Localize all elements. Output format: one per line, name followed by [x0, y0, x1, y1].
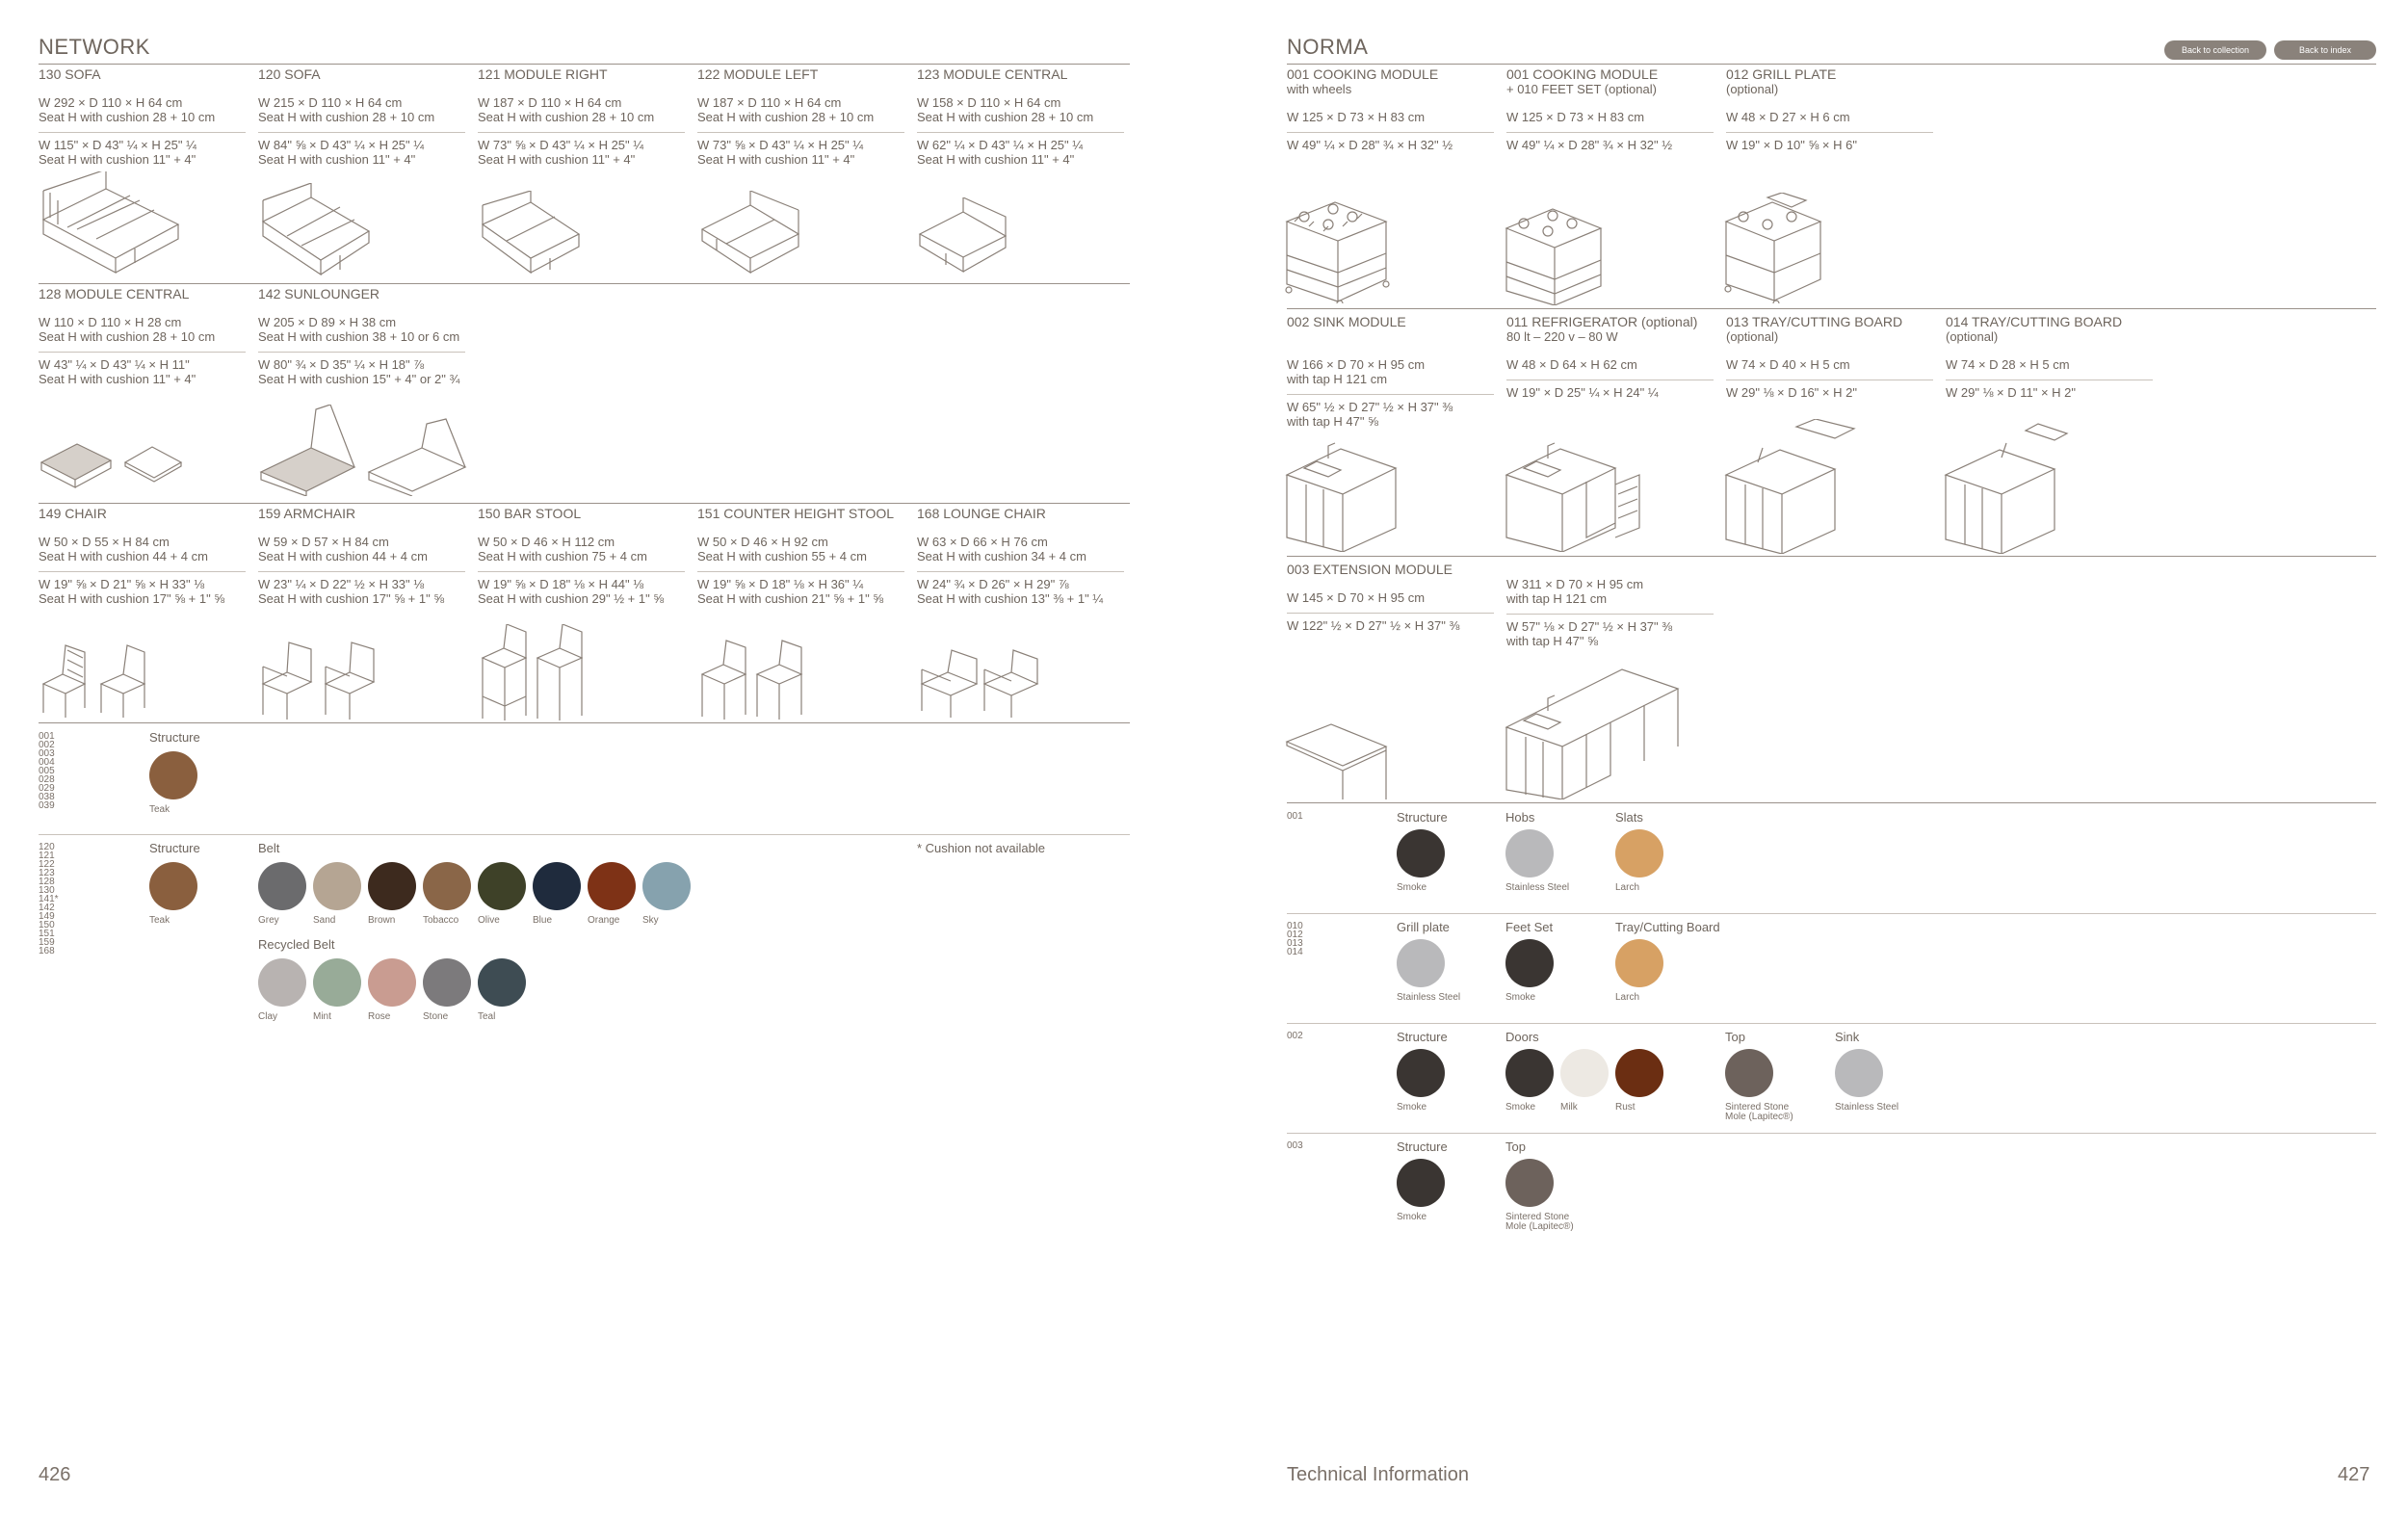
- swatch-circle: [1505, 1159, 1554, 1207]
- color-swatch[interactable]: [642, 862, 700, 926]
- metric-dimensions: W 125 × D 73 × H 83 cm: [1506, 110, 1645, 124]
- row-divider: [39, 722, 1130, 723]
- finish-code: 002: [1287, 1031, 1303, 1041]
- color-swatch[interactable]: [1397, 1049, 1464, 1113]
- color-swatch[interactable]: [149, 862, 207, 926]
- imperial-dimensions: W 65" ½ × D 27" ½ × H 37" ⅜: [1287, 400, 1453, 414]
- swatch-circle: [423, 862, 471, 910]
- swatch-label: Sintered Stone Mole (Lapitec®): [1725, 1102, 1793, 1122]
- swatch-label: Sintered Stone Mole (Lapitec®): [1505, 1212, 1574, 1232]
- product-spec-cell: [1726, 67, 1938, 152]
- product-name: 130 SOFA: [39, 66, 101, 82]
- color-swatch[interactable]: [313, 862, 371, 926]
- imperial-seat-height: Seat H with cushion 21" ⅝ + 1" ⅝: [697, 591, 884, 606]
- imperial-dimensions: W 73" ⅝ × D 43" ¼ × H 25" ¼: [478, 138, 644, 152]
- tray-014-illustration: [1944, 419, 2079, 554]
- swatch-circle: [1397, 1049, 1445, 1097]
- cooking-module-feet-illustration: [1505, 204, 1606, 305]
- product-name: 128 MODULE CENTRAL: [39, 286, 190, 301]
- finish-group-label: Doors: [1505, 1030, 1539, 1044]
- color-swatch[interactable]: [1615, 829, 1683, 893]
- row-divider: [39, 283, 1130, 284]
- product-name: 159 ARMCHAIR: [258, 506, 356, 521]
- metric-seat-height: Seat H with cushion 28 + 10 cm: [39, 329, 216, 344]
- color-swatch[interactable]: [1615, 1049, 1683, 1113]
- imperial-tap-height: with tap H 47" ⅝: [1506, 634, 1598, 648]
- imperial-dimensions: W 19" × D 25" ¼ × H 24" ¼: [1506, 385, 1659, 400]
- swatch-label: Milk: [1560, 1102, 1578, 1113]
- product-name: 149 CHAIR: [39, 506, 107, 521]
- product-name: 014 TRAY/CUTTING BOARD: [1946, 314, 2123, 329]
- color-swatch[interactable]: [1725, 1049, 1812, 1122]
- swatch-label: Sky: [642, 915, 659, 926]
- product-spec-cell: [39, 287, 250, 386]
- metric-seat-height: Seat H with cushion 28 + 10 cm: [697, 110, 875, 124]
- product-spec-cell: [1726, 315, 1938, 400]
- metric-dimensions: W 59 × D 57 × H 84 cm: [258, 535, 389, 549]
- metric-seat-height: Seat H with cushion 34 + 4 cm: [917, 549, 1086, 563]
- product-spec-cell: [478, 67, 690, 167]
- product-name: 003 EXTENSION MODULE: [1287, 562, 1453, 577]
- sofa-130-illustration: [39, 171, 183, 277]
- swatch-label: Larch: [1615, 882, 1640, 893]
- section-title-network: NETWORK: [39, 35, 150, 59]
- imperial-seat-height: Seat H with cushion 11" + 4": [39, 152, 196, 167]
- title-rule-right: [1287, 64, 2376, 65]
- imperial-dimensions: W 115" × D 43" ¼ × H 25" ¼: [39, 138, 196, 152]
- cushion-note: * Cushion not available: [917, 841, 1045, 855]
- cell-divider: [258, 352, 465, 353]
- product-name: 122 MODULE LEFT: [697, 66, 819, 82]
- metric-seat-height: Seat H with cushion 55 + 4 cm: [697, 549, 867, 563]
- swatch-label: Grey: [258, 915, 279, 926]
- finish-group-label: Top: [1505, 1139, 1526, 1154]
- color-swatch[interactable]: [1397, 1159, 1464, 1222]
- counter-stool-illustration: [697, 638, 808, 720]
- product-spec-cell: [1506, 67, 1718, 152]
- color-swatch[interactable]: [533, 862, 590, 926]
- color-swatch[interactable]: [313, 958, 371, 1022]
- imperial-dimensions: W 49" ¼ × D 28" ¾ × H 32" ½: [1506, 138, 1673, 152]
- cooking-module-wheels-illustration: [1285, 197, 1391, 303]
- swatch-circle: [1397, 829, 1445, 877]
- swatch-label: Teak: [149, 804, 170, 815]
- swatch-circle: [149, 862, 197, 910]
- swatch-label: Stainless Steel: [1835, 1102, 1899, 1113]
- product-spec-cell: [917, 67, 1129, 167]
- finish-group-label: Slats: [1615, 810, 1643, 825]
- finish-group-label: Structure: [1397, 810, 1448, 825]
- metric-dimensions: W 50 × D 46 × H 92 cm: [697, 535, 828, 549]
- page-number-left: 426: [39, 1464, 71, 1485]
- color-swatch[interactable]: [368, 862, 426, 926]
- swatch-circle: [1615, 829, 1663, 877]
- module-right-illustration: [478, 191, 584, 279]
- metric-tap-height: with tap H 121 cm: [1287, 372, 1388, 386]
- cell-divider: [478, 132, 685, 133]
- swatch-label: Teal: [478, 1011, 496, 1022]
- finish-group-label: Top: [1725, 1030, 1745, 1044]
- swatch-circle: [1505, 829, 1554, 877]
- cell-divider: [39, 352, 246, 353]
- title-rule: [39, 64, 1130, 65]
- imperial-tap-height: with tap H 47" ⅝: [1287, 414, 1378, 429]
- imperial-dimensions: W 57" ⅛ × D 27" ½ × H 37" ⅜: [1506, 619, 1673, 634]
- swatch-circle: [258, 958, 306, 1007]
- swatch-label: Stone: [423, 1011, 449, 1022]
- swatch-label: Smoke: [1505, 992, 1536, 1003]
- metric-seat-height: Seat H with cushion 44 + 4 cm: [258, 549, 428, 563]
- product-spec-cell: [258, 287, 470, 386]
- product-subtitle: (optional): [1726, 329, 1779, 344]
- lounge-chair-illustration: [917, 645, 1042, 718]
- swatch-label: Orange: [588, 915, 620, 926]
- swatch-label: Smoke: [1397, 1212, 1427, 1222]
- color-swatch[interactable]: [1505, 939, 1573, 1003]
- metric-dimensions: W 215 × D 110 × H 64 cm: [258, 95, 403, 110]
- metric-dimensions: W 48 × D 64 × H 62 cm: [1506, 357, 1637, 372]
- grill-plate-illustration: [1724, 193, 1825, 303]
- color-swatch[interactable]: [1397, 829, 1464, 893]
- metric-seat-height: Seat H with cushion 28 + 10 cm: [258, 110, 435, 124]
- product-spec-cell: [39, 507, 250, 606]
- metric-dimensions: W 187 × D 110 × H 64 cm: [478, 95, 622, 110]
- product-name: 013 TRAY/CUTTING BOARD: [1726, 314, 1903, 329]
- belt-label: Belt: [258, 841, 280, 855]
- color-swatch[interactable]: [258, 862, 316, 926]
- imperial-seat-height: Seat H with cushion 17" ⅝ + 1" ⅝: [39, 591, 225, 606]
- color-swatch[interactable]: [1505, 1159, 1592, 1232]
- sunlounger-illustration: [258, 405, 470, 496]
- imperial-dimensions: W 49" ¼ × D 28" ¾ × H 32" ½: [1287, 138, 1453, 152]
- product-spec-cell: [697, 507, 909, 606]
- page-number-right: 427: [2338, 1464, 2370, 1485]
- product-spec-cell: [258, 67, 470, 167]
- finish-group-label: Structure: [1397, 1030, 1448, 1044]
- cell-divider: [1287, 132, 1494, 133]
- imperial-dimensions: W 19" ⅝ × D 18" ⅛ × H 44" ⅛: [478, 577, 644, 591]
- cell-divider: [1506, 614, 1714, 615]
- swatch-circle: [1615, 1049, 1663, 1097]
- swatch-label: Teak: [149, 915, 170, 926]
- metric-dimensions: W 311 × D 70 × H 95 cm: [1506, 577, 1644, 591]
- metric-dimensions: W 145 × D 70 × H 95 cm: [1287, 590, 1426, 605]
- product-spec-cell: [1287, 67, 1499, 152]
- product-name: 120 SOFA: [258, 66, 321, 82]
- imperial-dimensions: W 84" ⅝ × D 43" ¼ × H 25" ¼: [258, 138, 425, 152]
- imperial-dimensions: W 19" × D 10" ⅝ × H 6": [1726, 138, 1857, 152]
- product-subtitle: 80 lt – 220 v – 80 W: [1506, 329, 1618, 344]
- armchair-159-illustration: [258, 638, 379, 720]
- swatch-circle: [1505, 939, 1554, 987]
- module-central-123-illustration: [917, 197, 1008, 279]
- chair-149-illustration: [39, 641, 154, 718]
- swatch-label: Smoke: [1505, 1102, 1536, 1113]
- metric-dimensions: W 125 × D 73 × H 83 cm: [1287, 110, 1426, 124]
- imperial-dimensions: W 29" ⅛ × D 16" × H 2": [1726, 385, 1857, 400]
- finish-group-label: Grill plate: [1397, 920, 1450, 934]
- cell-divider: [39, 132, 246, 133]
- row-divider-right: [1287, 556, 2376, 557]
- cell-divider: [697, 132, 904, 133]
- back-to-index-button[interactable]: Back to index: [2274, 40, 2376, 60]
- metric-seat-height: Seat H with cushion 28 + 10 cm: [917, 110, 1094, 124]
- finish-group-label: Structure: [1397, 1139, 1448, 1154]
- color-swatch[interactable]: [149, 751, 207, 815]
- cell-divider: [39, 571, 246, 572]
- cell-divider: [1506, 132, 1714, 133]
- finish-divider: [1287, 913, 2376, 914]
- color-swatch[interactable]: [478, 862, 536, 926]
- back-to-collection-button[interactable]: Back to collection: [2164, 40, 2266, 60]
- swatch-circle: [1615, 939, 1663, 987]
- extension-module-illustration: [1285, 722, 1391, 799]
- structure-label-2: Structure: [149, 841, 200, 855]
- sink-with-extension-illustration: [1505, 645, 1683, 799]
- imperial-seat-height: Seat H with cushion 13" ⅜ + 1" ¼: [917, 591, 1104, 606]
- metric-dimensions: W 158 × D 110 × H 64 cm: [917, 95, 1061, 110]
- imperial-seat-height: Seat H with cushion 17" ⅝ + 1" ⅝: [258, 591, 445, 606]
- product-spec-cell: [1506, 563, 1718, 648]
- swatch-label: Stainless Steel: [1505, 882, 1570, 893]
- product-spec-cell: [1946, 315, 2158, 400]
- cell-divider: [697, 571, 904, 572]
- row-divider-right: [1287, 308, 2376, 309]
- swatch-circle: [1397, 1159, 1445, 1207]
- imperial-dimensions: W 19" ⅝ × D 21" ⅝ × H 33" ⅛: [39, 577, 205, 591]
- finish-group-label: Hobs: [1505, 810, 1535, 825]
- swatch-label: Clay: [258, 1011, 278, 1022]
- product-spec-cell: [478, 507, 690, 606]
- bar-stool-illustration: [478, 624, 589, 720]
- cell-divider: [258, 132, 465, 133]
- swatch-circle: [423, 958, 471, 1007]
- imperial-seat-height: Seat H with cushion 15" + 4" or 2" ¾: [258, 372, 460, 386]
- finish-group-label: Sink: [1835, 1030, 1860, 1044]
- finish-group-label: Feet Set: [1505, 920, 1554, 934]
- swatch-circle: [1397, 939, 1445, 987]
- finish-code: 003: [1287, 1140, 1303, 1151]
- product-subtitle: (optional): [1726, 82, 1779, 96]
- swatch-label: Sand: [313, 915, 336, 926]
- metric-dimensions: W 187 × D 110 × H 64 cm: [697, 95, 842, 110]
- product-name: 121 MODULE RIGHT: [478, 66, 608, 82]
- imperial-seat-height: Seat H with cushion 29" ½ + 1" ⅝: [478, 591, 665, 606]
- product-name: 123 MODULE CENTRAL: [917, 66, 1068, 82]
- swatch-circle: [1560, 1049, 1609, 1097]
- structure-label: Structure: [149, 730, 200, 745]
- metric-dimensions: W 63 × D 66 × H 76 cm: [917, 535, 1048, 549]
- color-swatch[interactable]: [368, 958, 426, 1022]
- refrigerator-illustration: [1505, 432, 1649, 552]
- finish-codes-structure: 001 002 003 004 005 028 029 038 039: [39, 731, 55, 811]
- sink-module-illustration: [1285, 432, 1400, 552]
- metric-dimensions: W 50 × D 55 × H 84 cm: [39, 535, 170, 549]
- product-spec-cell: [39, 67, 250, 167]
- imperial-seat-height: Seat H with cushion 11" + 4": [258, 152, 416, 167]
- product-spec-cell: [1287, 315, 1499, 429]
- product-subtitle: + 010 FEET SET (optional): [1506, 82, 1657, 96]
- product-name: 011 REFRIGERATOR (optional): [1506, 314, 1698, 329]
- cell-divider: [258, 571, 465, 572]
- cell-divider: [1726, 132, 1933, 133]
- swatch-label: Tobacco: [423, 915, 459, 926]
- swatch-label: Rose: [368, 1011, 391, 1022]
- metric-seat-height: Seat H with cushion 28 + 10 cm: [478, 110, 655, 124]
- color-swatch[interactable]: [1505, 829, 1573, 893]
- swatch-circle: [1505, 1049, 1554, 1097]
- product-name: 001 COOKING MODULE: [1287, 66, 1439, 82]
- color-swatch[interactable]: [1397, 939, 1464, 1003]
- imperial-dimensions: W 23" ¼ × D 22" ½ × H 33" ⅛: [258, 577, 425, 591]
- finish-group-label: Tray/Cutting Board: [1615, 920, 1720, 934]
- swatch-circle: [588, 862, 636, 910]
- finish-code: 010 012 013 014: [1287, 921, 1303, 957]
- metric-dimensions: W 74 × D 28 × H 5 cm: [1946, 357, 2070, 372]
- swatch-label: Larch: [1615, 992, 1640, 1003]
- metric-dimensions: W 48 × D 27 × H 6 cm: [1726, 110, 1850, 124]
- imperial-dimensions: W 19" ⅝ × D 18" ⅛ × H 36" ¼: [697, 577, 864, 591]
- swatch-label: Stainless Steel: [1397, 992, 1461, 1003]
- product-name: 001 COOKING MODULE: [1506, 66, 1659, 82]
- color-swatch[interactable]: [423, 958, 481, 1022]
- imperial-seat-height: Seat H with cushion 11" + 4": [39, 372, 196, 386]
- color-swatch[interactable]: [258, 958, 316, 1022]
- module-left-illustration: [697, 191, 803, 279]
- product-subtitle: (optional): [1946, 329, 1999, 344]
- imperial-dimensions: W 73" ⅝ × D 43" ¼ × H 25" ¼: [697, 138, 864, 152]
- product-name: 012 GRILL PLATE: [1726, 66, 1837, 82]
- swatch-label: Smoke: [1397, 1102, 1427, 1113]
- cell-divider: [478, 571, 685, 572]
- swatch-label: Smoke: [1397, 882, 1427, 893]
- swatch-circle: [258, 862, 306, 910]
- row-divider: [39, 503, 1130, 504]
- recycled-belt-label: Recycled Belt: [258, 937, 335, 952]
- product-spec-cell: [917, 507, 1129, 606]
- color-swatch[interactable]: [423, 862, 481, 926]
- product-spec-cell: [697, 67, 909, 167]
- product-spec-cell: [1506, 315, 1718, 400]
- product-spec-cell: [1287, 563, 1499, 633]
- swatch-label: Rust: [1615, 1102, 1636, 1113]
- swatch-circle: [313, 958, 361, 1007]
- section-title-norma: NORMA: [1287, 35, 1369, 59]
- product-name: 150 BAR STOOL: [478, 506, 582, 521]
- product-name: 151 COUNTER HEIGHT STOOL: [697, 506, 895, 521]
- swatch-circle: [642, 862, 691, 910]
- finish-divider: [39, 834, 1130, 835]
- swatch-circle: [1725, 1049, 1773, 1097]
- metric-seat-height: Seat H with cushion 44 + 4 cm: [39, 549, 208, 563]
- metric-dimensions: W 166 × D 70 × H 95 cm: [1287, 357, 1426, 372]
- imperial-dimensions: W 62" ¼ × D 43" ¼ × H 25" ¼: [917, 138, 1084, 152]
- imperial-dimensions: W 24" ¾ × D 26" × H 29" ⅞: [917, 577, 1069, 591]
- metric-dimensions: W 205 × D 89 × H 38 cm: [258, 315, 397, 329]
- metric-seat-height: Seat H with cushion 75 + 4 cm: [478, 549, 647, 563]
- imperial-dimensions: W 80" ¾ × D 35" ¼ × H 18" ⅞: [258, 357, 425, 372]
- cell-divider: [917, 571, 1124, 572]
- swatch-label: Blue: [533, 915, 553, 926]
- product-subtitle: with wheels: [1287, 82, 1352, 96]
- tray-013-illustration: [1724, 419, 1859, 554]
- metric-seat-height: Seat H with cushion 38 + 10 or 6 cm: [258, 329, 460, 344]
- product-spec-cell: [258, 507, 470, 606]
- module-central-128-illustration: [39, 441, 183, 494]
- imperial-dimensions: W 29" ⅛ × D 11" × H 2": [1946, 385, 2076, 400]
- sofa-120-illustration: [258, 183, 374, 279]
- swatch-circle: [149, 751, 197, 799]
- color-swatch[interactable]: [1835, 1049, 1902, 1113]
- metric-tap-height: with tap H 121 cm: [1506, 591, 1608, 606]
- metric-dimensions: W 74 × D 40 × H 5 cm: [1726, 357, 1850, 372]
- footer-technical-information: Technical Information: [1287, 1464, 1469, 1485]
- finish-divider: [1287, 1023, 2376, 1024]
- color-swatch[interactable]: [588, 862, 645, 926]
- swatch-circle: [478, 958, 526, 1007]
- color-swatch[interactable]: [478, 958, 536, 1022]
- swatch-circle: [368, 862, 416, 910]
- cell-divider: [917, 132, 1124, 133]
- finish-code: 001: [1287, 811, 1303, 822]
- imperial-seat-height: Seat H with cushion 11" + 4": [697, 152, 855, 167]
- swatch-circle: [368, 958, 416, 1007]
- swatch-circle: [1835, 1049, 1883, 1097]
- imperial-dimensions: W 122" ½ × D 27" ½ × H 37" ⅜: [1287, 618, 1460, 633]
- swatch-circle: [478, 862, 526, 910]
- metric-seat-height: Seat H with cushion 28 + 10 cm: [39, 110, 216, 124]
- finish-codes-belt: 120 121 122 123 128 130 141* 142 149 150 151 159 168: [39, 842, 59, 956]
- product-name: 142 SUNLOUNGER: [258, 286, 380, 301]
- cell-divider: [1287, 613, 1494, 614]
- imperial-seat-height: Seat H with cushion 11" + 4": [917, 152, 1075, 167]
- row-divider-right: [1287, 802, 2376, 803]
- swatch-label: Olive: [478, 915, 500, 926]
- product-name: 168 LOUNGE CHAIR: [917, 506, 1046, 521]
- swatch-circle: [533, 862, 581, 910]
- swatch-circle: [313, 862, 361, 910]
- color-swatch[interactable]: [1615, 939, 1683, 1003]
- swatch-label: Brown: [368, 915, 396, 926]
- cell-divider: [1287, 394, 1494, 395]
- product-name: 002 SINK MODULE: [1287, 314, 1406, 329]
- metric-dimensions: W 50 × D 46 × H 112 cm: [478, 535, 615, 549]
- imperial-dimensions: W 43" ¼ × D 43" ¼ × H 11": [39, 357, 190, 372]
- metric-dimensions: W 110 × D 110 × H 28 cm: [39, 315, 182, 329]
- metric-dimensions: W 292 × D 110 × H 64 cm: [39, 95, 183, 110]
- swatch-label: Mint: [313, 1011, 331, 1022]
- imperial-seat-height: Seat H with cushion 11" + 4": [478, 152, 636, 167]
- finish-divider: [1287, 1133, 2376, 1134]
